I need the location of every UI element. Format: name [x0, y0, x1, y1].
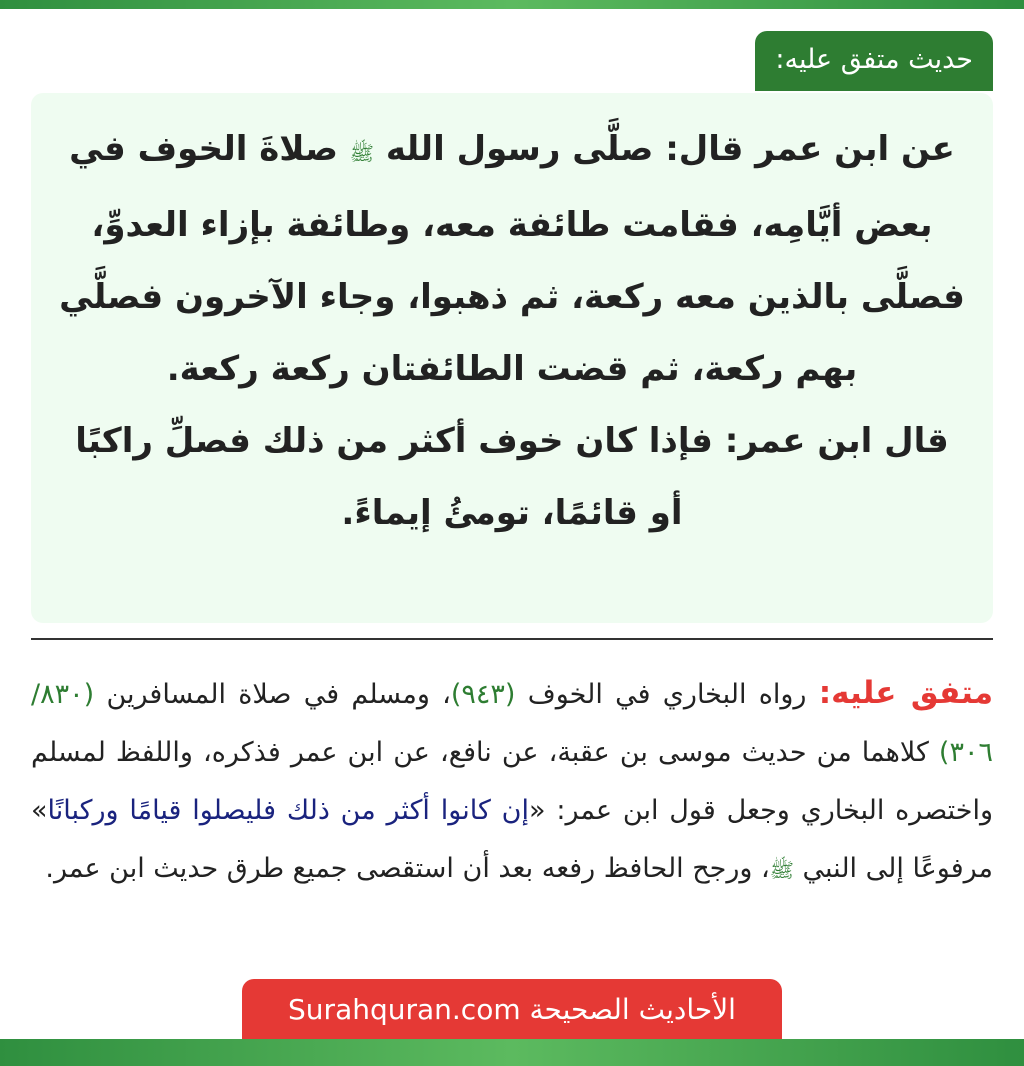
commentary-text-3: كلاهما من حديث موسى بن عقبة، عن نافع، عن ابن عمر فذكره، واللفظ لمسلم واختصره البخاري وجعل قول ابن عمر: [31, 737, 993, 826]
hadith-type-tag: حديث متفق عليه: [755, 31, 993, 91]
commentary-text-1: رواه البخاري في الخوف [527, 679, 807, 710]
salawat-symbol: ﷺ [349, 141, 374, 165]
hadith-text-before-salawat: عن ابن عمر قال: صلَّى رسول الله [385, 129, 955, 169]
hadith-text-after-salawat: صلاةَ الخوف في بعض أيَّامِه، فقامت طائفة معه، وطائفة بإزاء العدوِّ، فصلَّى بالذين معه ركعة، ثم ذهبوا، وجاء الآخرون فصلَّي بهم ركعة، ثم قضت الطائفتان ركعة ركعة. [59, 129, 965, 389]
commentary-text-2: ، ومسلم في صلاة المسافرين [106, 679, 451, 710]
quote-open-mark: « [528, 795, 546, 826]
hadith-commentary [31, 664, 993, 899]
commentary-text-4: مرفوعًا إلى النبي [802, 853, 993, 884]
footer-site-badge: الأحاديث الصحيحة Surahquran.com [242, 979, 782, 1039]
top-decorative-bar [0, 0, 1024, 9]
muslim-reference: (٨٣٠/ ٣٠٦) [31, 679, 993, 768]
quoted-text: إن كانوا أكثر من ذلك فليصلوا قيامًا وركبانًا [47, 795, 529, 826]
quote-close-mark: » [31, 795, 48, 826]
salawat-symbol-commentary: ﷺ [769, 858, 794, 882]
hadith-text-box [31, 93, 993, 623]
hadith-paragraph-1 [53, 113, 971, 405]
bukhari-reference: (٩٤٣) [450, 679, 516, 710]
commentary-text-5: ، ورجح الحافظ رفعه بعد أن استقصى جميع طرق حديث ابن عمر. [45, 853, 770, 884]
section-divider [31, 638, 993, 640]
hadith-paragraph-2: قال ابن عمر: فإذا كان خوف أكثر من ذلك فصلِّ راكبًا أو قائمًا، تومئُ إيماءً. [75, 421, 949, 533]
bottom-decorative-bar [0, 1039, 1024, 1066]
agreed-upon-label: متفق عليه: [818, 675, 994, 711]
